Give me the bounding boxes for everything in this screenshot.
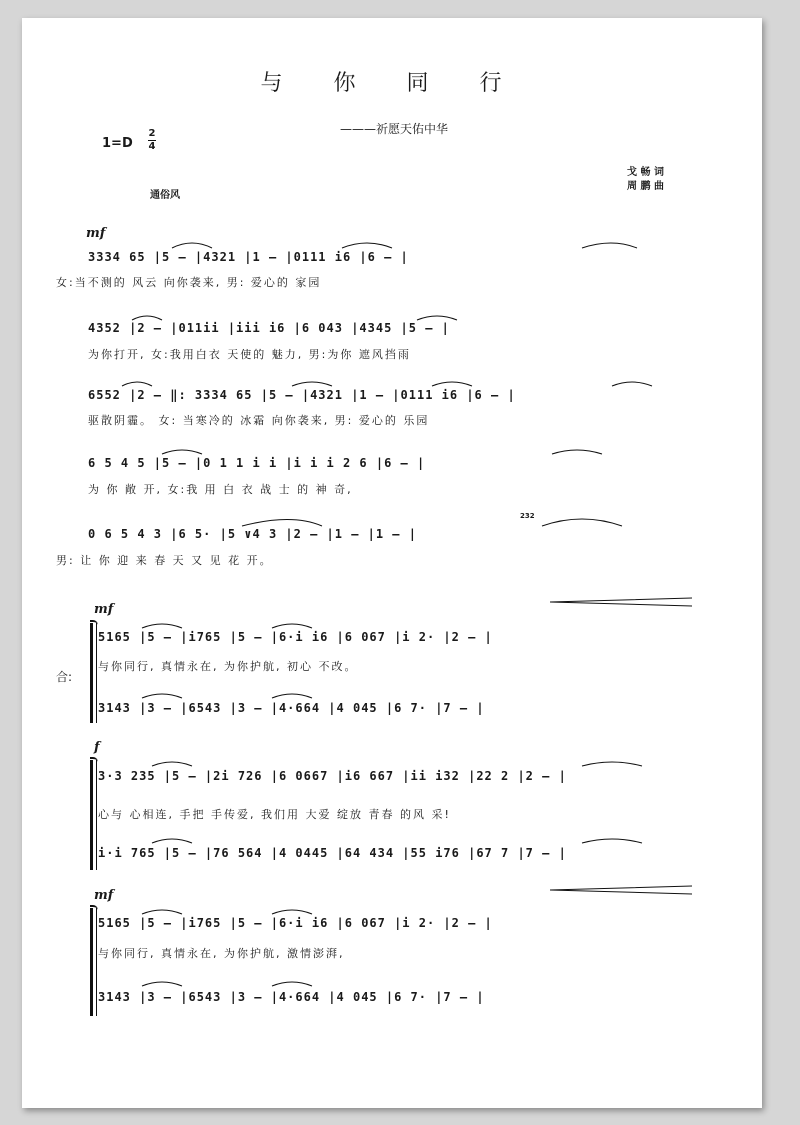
dynamic-mf: mf [86,226,106,241]
song-title: 与 你 同 行 [260,71,524,96]
notation-line: 0 6 5 4 3 |6 5· |5 ∨4 3 |2 – |1 – |1 – | [88,527,417,541]
notation-line: 6 5 4 5 |5 – |0 1 1 i i |i i i 2 6 |6 – | [88,456,426,470]
lyric-line: 驱散阴霾。 女: 当寒冷的 冰霜 向你袭来, 男: 爱心的 乐园 [88,414,430,427]
notation-line-lower: 3143 |3 – |6543 |3 – |4·664 |4 045 |6 7· |7 – | [98,701,485,715]
lyric-line: 为你打开, 女:我用白衣 天使的 魅力, 男:为你 遮风挡雨 [88,348,411,361]
lyric-line: 心与 心相连, 手把 手传爱, 我们用 大爱 绽放 青春 的风 采! [98,808,451,821]
notation-ornaments [22,18,762,1108]
lyric-line: 与你同行, 真情永在, 为你护航, 激情澎湃, [98,947,345,960]
lyric-line: 为 你 敞 开, 女:我 用 白 衣 战 士 的 神 奇, [88,483,353,496]
lyric-line: 与你同行, 真情永在, 为你护航, 初心 不改。 [98,660,358,673]
lyric-line: 女:当不测的 风云 向你袭来, 男: 爱心的 家园 [56,276,322,289]
lyric-line: 男: 让 你 迎 来 春 天 又 见 花 开。 [56,554,273,567]
score-page [22,18,762,1108]
composer-credit: 周 鹏 曲 [627,181,664,192]
song-subtitle: ———祈愿天佑中华 [340,122,449,136]
notation-line: 4352 |2 – |011ii |iii i6 |6 043 |4345 |5 – | [88,321,450,335]
dynamic-mf: mf [94,888,114,903]
notation-line-upper: 3·3 235 |5 – |2i 726 |6 0667 |i6 667 |ii i32 |22 2 |2 – | [98,769,567,783]
key-signature: 1=D [102,136,133,151]
notation-line-upper: 5165 |5 – |i765 |5 – |6·i i6 |6 067 |i 2· |2 – | [98,916,493,930]
style-marking: 通俗风 [150,190,180,201]
notation-line-lower: 3143 |3 – |6543 |3 – |4·664 |4 045 |6 7· |7 – | [98,990,485,1004]
time-signature-bottom: 4 [148,141,156,152]
dynamic-f: f [94,740,100,755]
notation-line-lower: i·i 765 |5 – |76 564 |4 0445 |64 434 |55 i76 |67 7 |7 – | [98,846,567,860]
tremolo-marking: 232 [520,512,535,520]
lyricist-credit: 戈 畅 词 [627,167,664,178]
choir-label: 合: [56,670,73,684]
time-signature-top: 2 [148,128,156,139]
notation-line: 6552 |2 – ‖: 3334 65 |5 – |4321 |1 – |0111 i6 |6 – | [88,388,516,402]
notation-line-upper: 5165 |5 – |i765 |5 – |6·i i6 |6 067 |i 2· |2 – | [98,630,493,644]
dynamic-mf: mf [94,602,114,617]
notation-line: 3334 65 |5 – |4321 |1 – |0111 i6 |6 – | [88,250,409,264]
